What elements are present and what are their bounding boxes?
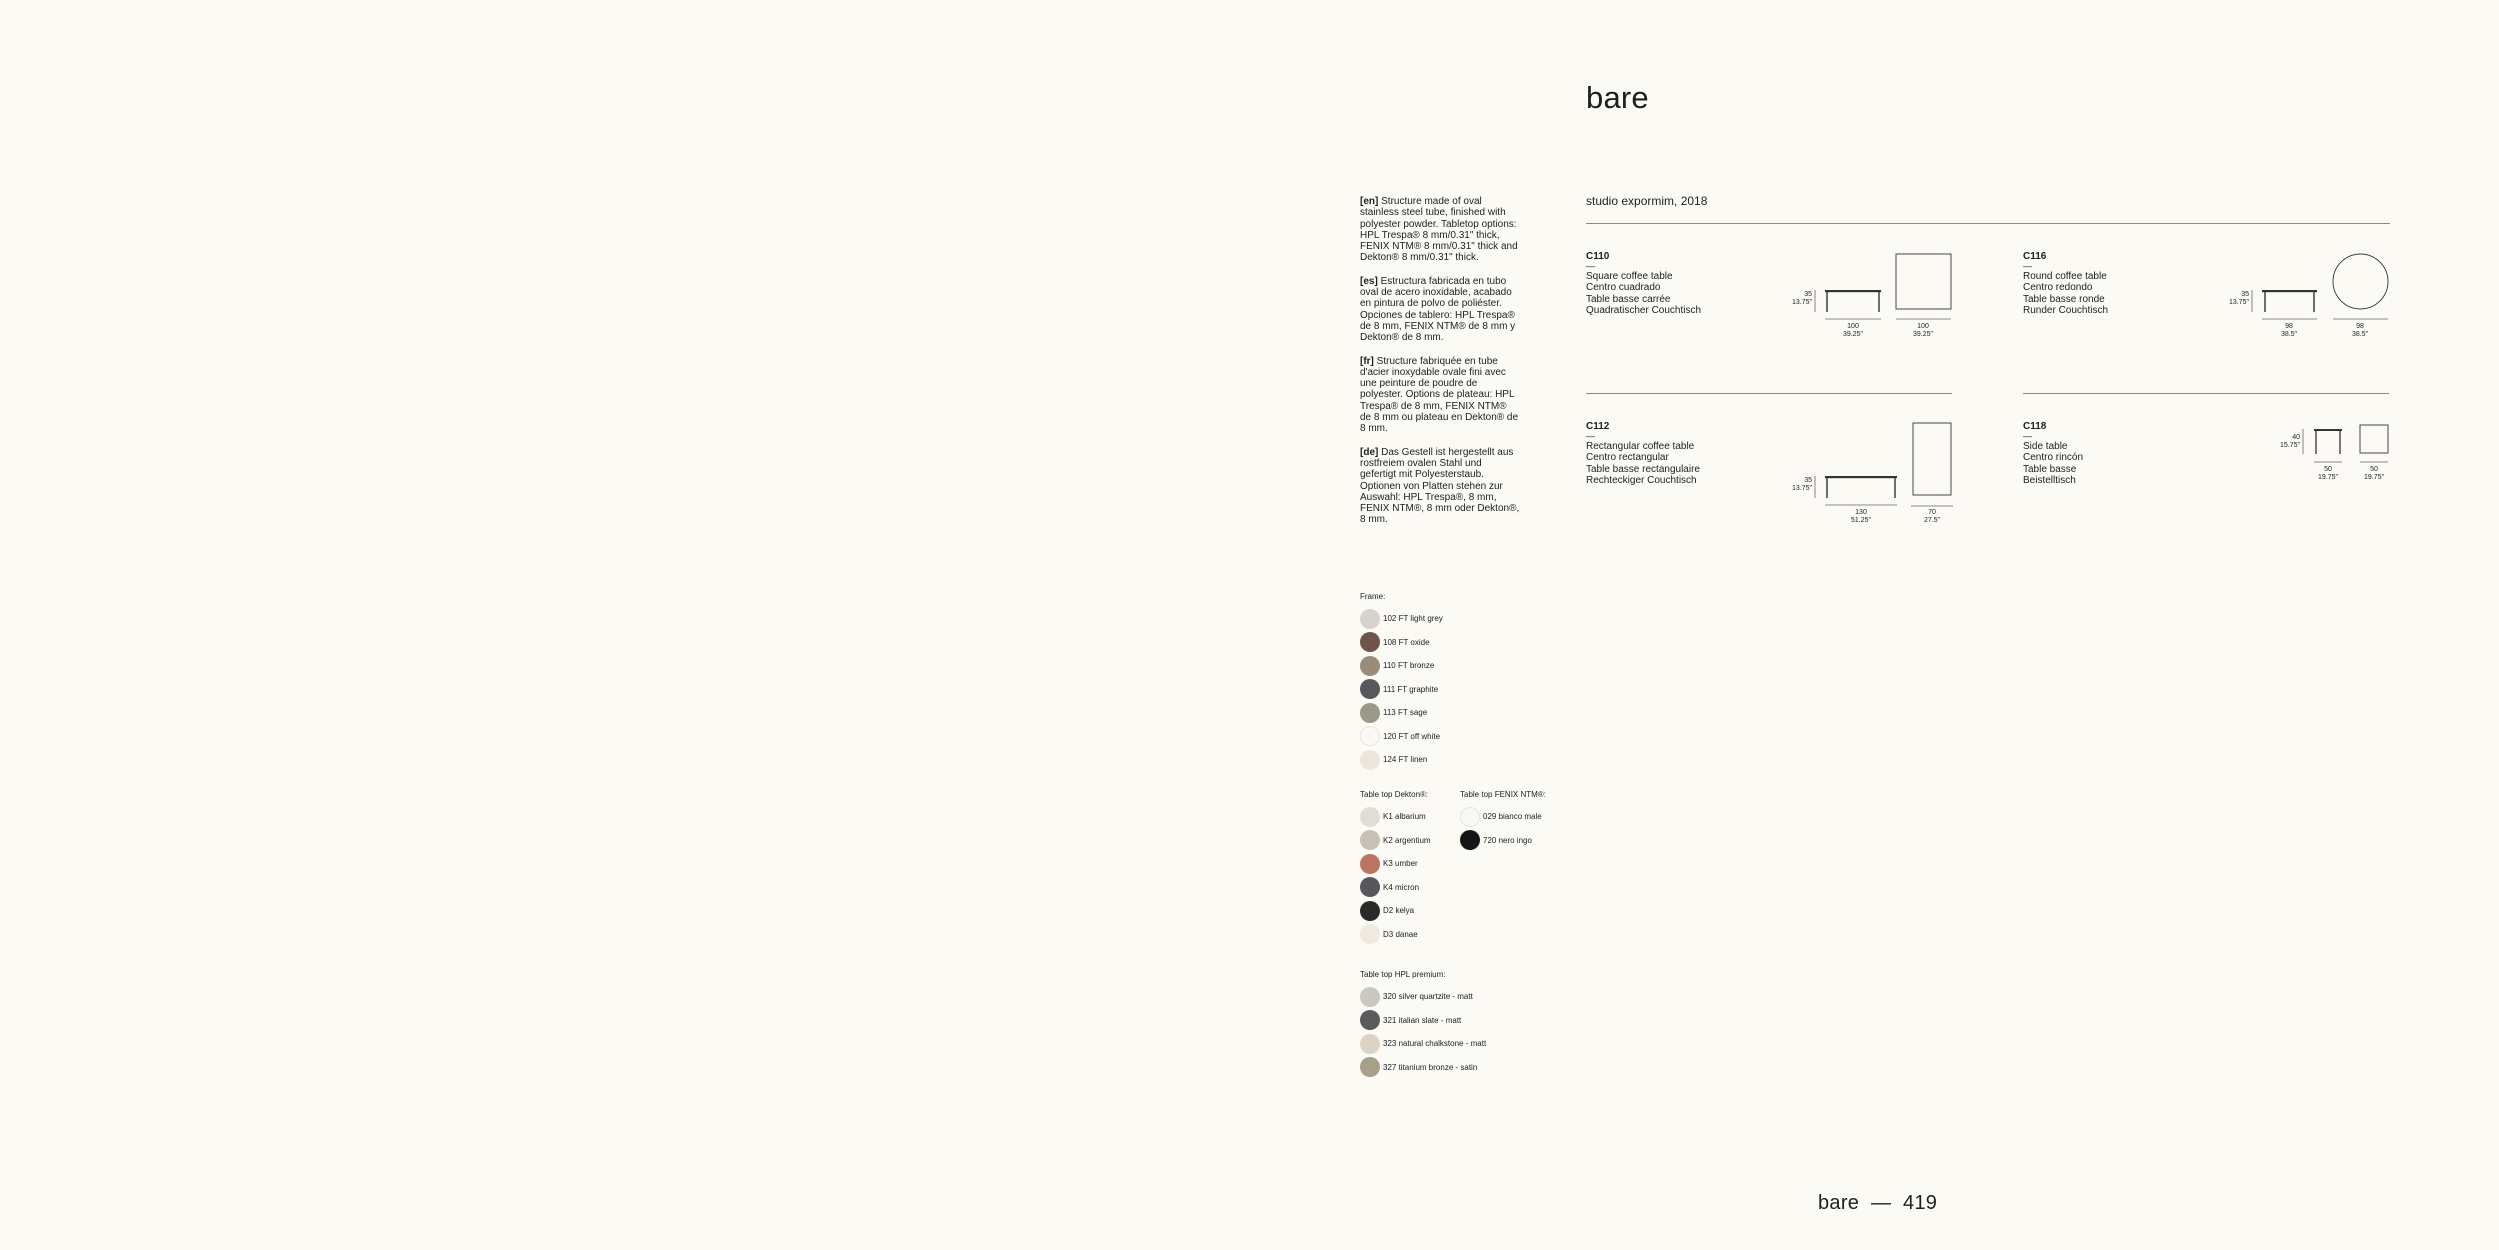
- width-dimension: 50 19.75": [2317, 466, 2338, 481]
- swatch-row: 321 italian slate - matt: [1360, 1009, 1486, 1033]
- width-dimension: 100 39.25": [1842, 323, 1863, 338]
- frame-title: Frame:: [1360, 592, 1386, 601]
- color-swatch: [1360, 726, 1380, 746]
- color-swatch: [1360, 703, 1380, 723]
- height-dimension: 35 13.75": [1791, 477, 1812, 492]
- product-names: Side table Centro rincón Table basse Beistelltisch: [2023, 441, 2084, 487]
- divider-top: [1586, 223, 2390, 224]
- swatch-row: K2 argentium: [1360, 829, 1431, 853]
- product-names: Round coffee table Centro redondo Table basse ronde Runder Couchtisch: [2023, 271, 2109, 317]
- fenix-title: Table top FENIX NTM®:: [1460, 790, 1546, 799]
- description-column: [1360, 196, 1520, 538]
- depth-dimension: 50 19.75": [2363, 466, 2384, 481]
- swatch-row: 720 nero ingo: [1460, 829, 1546, 853]
- c118-front-drawing: [2302, 424, 2344, 466]
- product-c116: C116 — Round coffee table Centro redondo Table basse ronde Runder Couchtisch: [2023, 251, 2109, 317]
- color-swatch: [1360, 877, 1380, 897]
- width-dimension: 98 38.5": [2280, 323, 2298, 338]
- color-swatch: [1360, 854, 1380, 874]
- color-swatch: [1360, 632, 1380, 652]
- color-swatch: [1460, 807, 1480, 827]
- fenix-finishes: [1460, 790, 1546, 852]
- dekton-title: Table top Dekton®:: [1360, 790, 1429, 799]
- swatch-row: 111 FT graphite: [1360, 678, 1443, 702]
- height-dimension: 35 13.75": [1791, 291, 1812, 306]
- product-c112: C112 — Rectangular coffee table Centro rectangular Table basse rectangulaire Rechteckiger Couchtisch: [1586, 421, 1700, 487]
- width-dimension: 130 51.25": [1850, 509, 1871, 524]
- depth-dimension: 98 38.5": [2351, 323, 2369, 338]
- swatch-row: 124 FT linen: [1360, 748, 1443, 772]
- swatch-row: K4 micron: [1360, 876, 1431, 900]
- swatch-row: 120 FT off white: [1360, 725, 1443, 749]
- swatch-row: 113 FT sage: [1360, 701, 1443, 725]
- swatch-row: K3 umber: [1360, 852, 1431, 876]
- product-code: C112: [1586, 421, 1610, 432]
- depth-dimension: 70 27.5": [1923, 509, 1941, 524]
- description-en: [en] Structure made of oval stainless steel tube, finished with polyester powder. Tabletop options: HPL Trespa® 8 mm/0.31" thick, FENIX NTM® 8 mm/0.31" thick and Dekton® 8 mm/0.31" thick.: [1360, 196, 1518, 264]
- hpl-finishes: [1360, 970, 1486, 1079]
- hpl-title: Table top HPL premium:: [1360, 970, 1446, 979]
- page-title: bare: [1586, 80, 1649, 115]
- divider-left: [1586, 393, 1952, 394]
- swatch-row: 029 bianco male: [1460, 805, 1546, 829]
- depth-dimension: 100 39.25": [1912, 323, 1933, 338]
- swatch-row: D3 danae: [1360, 923, 1431, 947]
- color-swatch: [1360, 830, 1380, 850]
- height-dimension: 35 13.75": [2228, 291, 2249, 306]
- color-swatch: [1360, 901, 1380, 921]
- c110-top-drawing: [1895, 253, 1953, 321]
- color-swatch: [1360, 656, 1380, 676]
- c116-front-drawing: [2251, 284, 2321, 324]
- swatch-row: 108 FT oxide: [1360, 631, 1443, 655]
- c118-top-drawing: [2358, 423, 2390, 465]
- swatch-row: D2 kelya: [1360, 899, 1431, 923]
- page-footer: bare — 419: [1818, 1192, 1938, 1214]
- swatch-row: 327 titanium bronze - satin: [1360, 1056, 1486, 1080]
- height-dimension: 40 15.75": [2279, 434, 2300, 449]
- description-de: [de] Das Gestell ist hergestellt aus rostfreiem ovalen Stahl und gefertigt mit Polyesterstaub. Optionen von Platten stehen zur Auswahl: HPL Trespa®, 8 mm, FENIX NTM®, 8 mm oder Dekton®, 8 mm.: [1360, 446, 1520, 526]
- c112-top-drawing: [1910, 422, 1954, 508]
- product-c110: C110 — Square coffee table Centro cuadrado Table basse carrée Quadratischer Couchtisch: [1586, 251, 1702, 317]
- dekton-finishes: [1360, 790, 1431, 946]
- designer-credit: studio expormim, 2018: [1586, 194, 1708, 208]
- swatch-row: 102 FT light grey: [1360, 607, 1443, 631]
- color-swatch: [1360, 1057, 1380, 1077]
- swatch-row: K1 albarium: [1360, 805, 1431, 829]
- color-swatch: [1360, 987, 1380, 1007]
- color-swatch: [1360, 1010, 1380, 1030]
- divider-right: [2023, 393, 2389, 394]
- color-swatch: [1360, 679, 1380, 699]
- color-swatch: [1460, 830, 1480, 850]
- swatch-row: 320 silver quartzite - matt: [1360, 985, 1486, 1009]
- color-swatch: [1360, 1034, 1380, 1054]
- description-es: [es] Estructura fabricada en tubo oval de acero inoxidable, acabado en pintura de polvo de poliéster. Opciones de tablero: HPL Trespa® de 8 mm, FENIX NTM® de 8 mm y Dekton® de 8 mm.: [1360, 275, 1516, 344]
- product-c118: C118 — Side table Centro rincón Table basse Beistelltisch: [2023, 421, 2084, 487]
- product-names: Square coffee table Centro cuadrado Table basse carrée Quadratischer Couchtisch: [1586, 271, 1702, 317]
- product-code: C116: [2023, 251, 2047, 262]
- color-swatch: [1360, 807, 1380, 827]
- c112-front-drawing: [1814, 470, 1898, 510]
- product-code: C110: [1586, 251, 1610, 262]
- c116-top-drawing: [2332, 253, 2390, 321]
- product-names: Rectangular coffee table Centro rectangular Table basse rectangulaire Rechteckiger Couchtisch: [1586, 441, 1700, 487]
- swatch-row: 323 natural chalkstone - matt: [1360, 1032, 1486, 1056]
- frame-finishes: [1360, 592, 1443, 772]
- color-swatch: [1360, 924, 1380, 944]
- description-fr: [fr] Structure fabriquée en tube d'acier inoxydable ovale fini avec une peinture de poudre de polyester. Options de plateau: HPL Trespa® de 8 mm, FENIX NTM® de 8 mm ou plateau en Dekton® de 8 mm.: [1360, 355, 1519, 435]
- product-code: C118: [2023, 421, 2047, 432]
- color-swatch: [1360, 609, 1380, 629]
- swatch-row: 110 FT bronze: [1360, 654, 1443, 678]
- c110-front-drawing: [1814, 284, 1884, 324]
- color-swatch: [1360, 750, 1380, 770]
